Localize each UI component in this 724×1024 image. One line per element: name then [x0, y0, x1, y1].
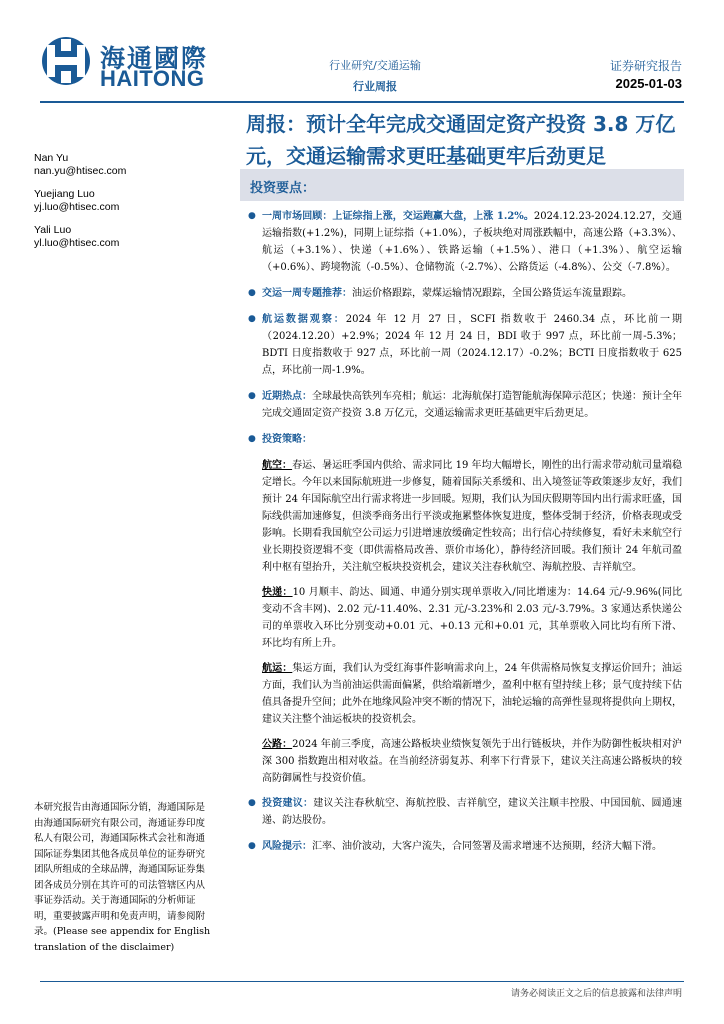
author-email[interactable]: nan.yu@htisec.com	[34, 165, 127, 177]
bullet-lead: 交运一周专题推荐：	[262, 288, 352, 299]
bullet-text: 全球最快高铁列车亮相；航运：北海航保打造智能航海保障示范区；快递：预计全年完成交通固定资产投资 3.8 万亿元，交通运输需求更旺基础更牢后劲更足。	[262, 391, 682, 419]
sub-lead: 公路：	[262, 739, 293, 750]
author	[34, 152, 224, 178]
key-points	[246, 208, 682, 864]
bullet-hot-topics	[246, 388, 682, 422]
bullet-advice	[246, 795, 682, 829]
bullet-risk	[246, 838, 682, 855]
sub-text: 集运方面，我们认为受红海事件影响需求向上，24 年供需格局恢复支撑运价回升；油运方面，我们认为当前油运供需面偏紧，供给端新增少，盈利中枢有望持续上移；景气度持续下估值具备提升空间；此外在地缘风险冲突不断的情况下，油轮运输的高弹性显现将提供向上期权，建议关注整个油运板块的投资机会。	[262, 663, 683, 725]
footer-rule	[40, 981, 684, 982]
report-title: 周报：预计全年完成交通固定资产投资 3.8 万亿元，交通运输需求更旺基础更牢后劲更足	[246, 112, 676, 168]
sub-text: 2024 年前三季度，高速公路板块业绩恢复领先于出行链板块，并作为防御性板块相对沪深 300 指数跑出相对收益。在当前经济弱复苏、利率下行背景下，建议关注高速公路板块的较高防御属性与投资价值。	[262, 739, 682, 784]
sub-lead: 快递：	[262, 587, 293, 598]
logo-name-en: HAITONG	[100, 66, 205, 91]
author	[34, 224, 224, 250]
author-email[interactable]: yl.luo@htisec.com	[34, 237, 120, 249]
bullet-text: 2024.12.23-2024.12.27，交通运输指数(+1.2%)，同期上证综指（+1.0%），子板块绝对周涨跌幅中，高速公路（+3.3%）、航运（+3.1%）、快递（+1.6%）、铁路运输（+1.5%）、港口（+1.3%）、航空运输（+0.6%）、跨境物流（-0.5%）、仓储物流（-2.7%）、公路货运（-4.8%）、公交（-7.8%）。	[262, 211, 682, 273]
bullet-lead: 航运数据观察：	[262, 314, 346, 325]
report-type: 行业周报	[353, 80, 397, 93]
bullet-text: 建议关注春秋航空、海航控股、吉祥航空，建议关注顺丰控股、中国国航、圆通速递、韵达股份。	[262, 798, 682, 826]
author	[34, 188, 224, 214]
sub-lead: 航运：	[262, 663, 293, 674]
bullet-lead: 风险提示：	[262, 841, 312, 852]
report-date: 2025-01-03	[615, 76, 682, 91]
report-category: 行业研究/交通运输	[329, 59, 421, 72]
footer-note: 请务必阅读正文之后的信息披露和法律声明	[510, 989, 682, 999]
bullet-lead: 一周市场回顾：上证综指上涨，交运跑赢大盘，上涨 1.2%。	[262, 211, 534, 222]
bullet-text: 汇率、油价波动，大客户流失，合同签署及需求增速不达预期，经济大幅下滑。	[312, 841, 662, 852]
strategy-aviation	[246, 457, 682, 576]
logo-name-cn: 海通國際	[100, 44, 209, 73]
sub-text: 10 月顺丰、韵达、圆通、申通分别实现单票收入/同比增速为：14.64 元/-9.96%(同比变动不含丰网)、2.02 元/-11.40%、2.31 元/-3.23%和 2.03 元/-3.79%。3 家通达系快递公司的单票收入环比分别变动+0.01 元、+0.13 元和+0.01 元，其单票收入同比均有所下滑、环比均有所上升。	[262, 587, 683, 649]
bullet-lead: 投资策略：	[262, 434, 312, 445]
author-name: Yali Luo	[34, 224, 72, 236]
author-name: Yuejiang Luo	[34, 188, 95, 200]
bullet-text: 2024 年 12 月 27 日，SCFI 指数收于 2460.34 点，环比前一期（2024.12.20）+2.9%；2024 年 12 月 24 日，BDI 收于 997 点，环比前一周-5.3%；BDTI 日度指数收于 927 点，环比前一周（2024.12.17）-0.2%；BCTI 日度指数收于 625 点，环比前一周-1.9%。	[262, 314, 683, 376]
strategy-marine	[246, 660, 682, 728]
author-email[interactable]: yj.luo@htisec.com	[34, 201, 120, 213]
haitong-logo-icon	[40, 35, 92, 87]
bullet-lead: 投资建议：	[262, 798, 314, 809]
bullet-weekly-review	[246, 208, 682, 276]
strategy-express	[246, 584, 682, 652]
bullet-topics	[246, 285, 682, 302]
bullet-text: 油运价格跟踪，蒙煤运输情况跟踪，全国公路货运车流量跟踪。	[352, 288, 632, 299]
author-list	[34, 152, 224, 260]
disclaimer: 本研究报告由海通国际分销，海通国际是由海通国际研究有限公司，海通证券印度私人有限公司，海通国际株式会社和海通国际证券集团其他各成员单位的证券研究团队所组成的全球品牌，海通国际证券集团各成员分别在其许可的司法管辖区内从事证券活动。关于海通国际的分析师证明，重要披露声明和免责声明，请参阅附录。(Please see appendix for English translation of the disclaimer)	[34, 802, 211, 953]
report-kind: 证券研究报告	[609, 59, 682, 73]
section-title: 投资要点：	[250, 181, 316, 196]
bullet-lead: 近期热点：	[262, 391, 312, 402]
bullet-strategy	[246, 431, 682, 448]
header-rule	[40, 101, 684, 103]
sub-lead: 航空：	[262, 460, 293, 471]
bullet-shipping-data	[246, 311, 682, 379]
author-name: Nan Yu	[34, 152, 69, 164]
strategy-highway	[246, 736, 682, 787]
sub-text: 春运、暑运旺季国内供给、需求同比 19 年均大幅增长，刚性的出行需求带动航司量端稳定增长。今年以来国际航班进一步修复，随着国际关系缓和、出入境签证等政策逐步友好，我们预计 24 年国际航空出行需求将进一步回暖。短期，我们认为国庆假期等国内出行需求旺盛，国际线供需加速修复，但淡季商务出行平淡或拖累整体恢复进度，整体受制于经济，价格表现或受影响。长期看我国航空公司运力引进增速放缓确定性较高；出行信心持续修复，看好未来航空行业长期投资逻辑不变（即供需格局改善、票价市场化），静待经济回暖。我们预计 24 年航司盈利中枢有望抬升，关注航空板块投资机会，建议关注春秋航空、海航控股、吉祥航空。	[262, 460, 682, 573]
